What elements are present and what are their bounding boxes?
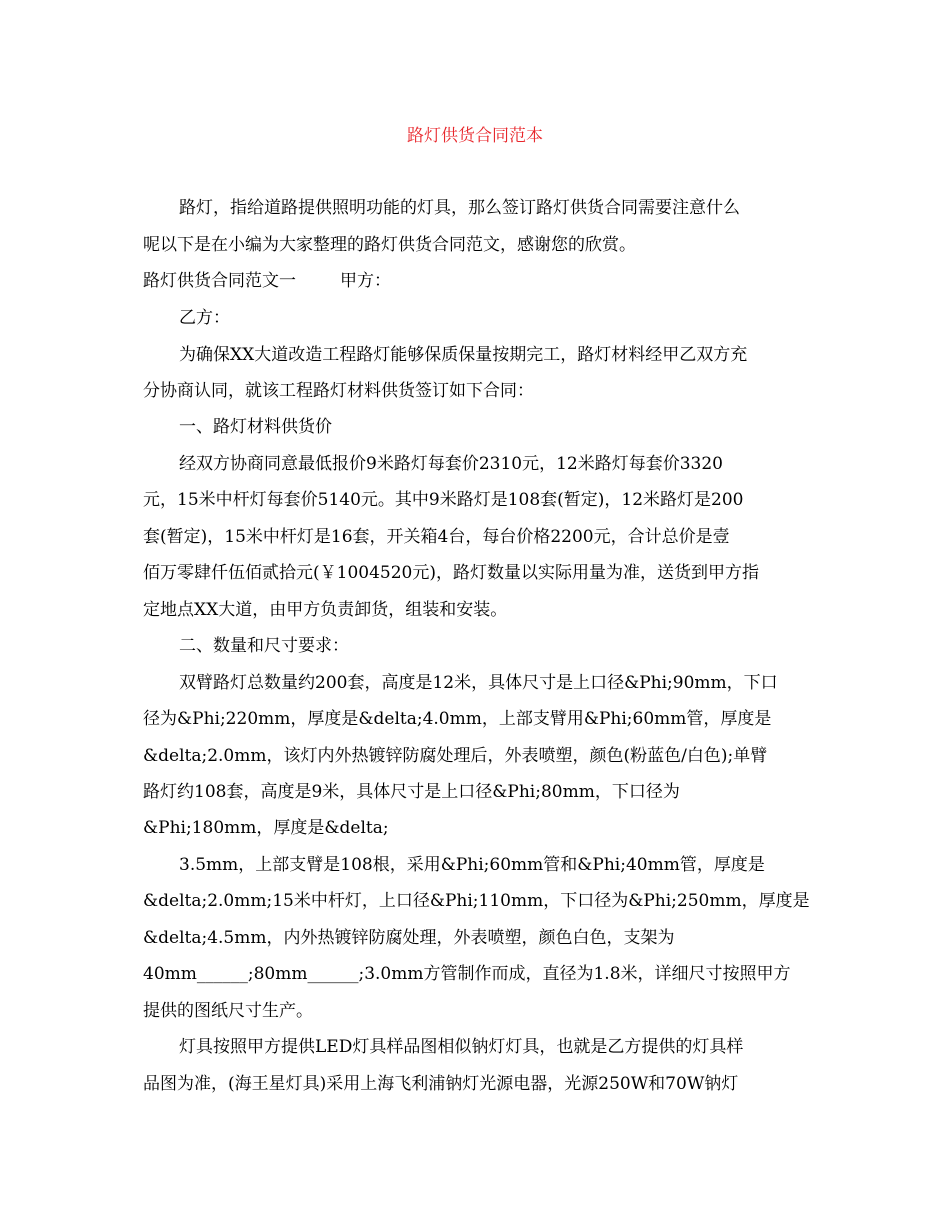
party-b-label: 乙方：: [179, 308, 230, 328]
paragraph-line: 定地点XX大道，由甲方负责卸货，组装和安装。: [143, 600, 508, 620]
section-heading: 一、路灯材料供货价: [179, 417, 332, 437]
paragraph-line: 提供的图纸尺寸生产。: [143, 1001, 313, 1021]
paragraph-line: 路灯约108套，高度是9米，具体尺寸是上口径&Phi;80mm，下口径为: [143, 782, 680, 802]
paragraph-line: 呢以下是在小编为大家整理的路灯供货合同范文，感谢您的欣赏。: [143, 235, 636, 255]
paragraph-line: 经双方协商同意最低报价9米路灯每套价2310元，12米路灯每套价3320: [179, 454, 723, 474]
paragraph-line: 元，15米中杆灯每套价5140元。其中9米路灯是108套(暂定)，12米路灯是200: [143, 490, 744, 510]
paragraph-line: &delta;2.0mm，该灯内外热镀锌防腐处理后，外表喷塑，颜色(粉蓝色/白色);单臂: [143, 746, 768, 766]
paragraph-line: 3.5mm，上部支臂是108根，采用&Phi;60mm管和&Phi;40mm管，厚度是: [179, 855, 765, 875]
contract-heading-line: [143, 269, 391, 293]
paragraph-line: 路灯，指给道路提供照明功能的灯具，那么签订路灯供货合同需要注意什么: [179, 198, 740, 218]
section-heading: 二、数量和尺寸要求：: [179, 636, 349, 656]
paragraph-line: 双臂路灯总数量约200套，高度是12米，具体尺寸是上口径&Phi;90mm，下口: [179, 673, 778, 693]
paragraph-line: 灯具按照甲方提供LED灯具样品图相似钠灯灯具，也就是乙方提供的灯具样: [179, 1037, 744, 1057]
paragraph-line: 佰万零肆仟伍佰贰拾元(￥1004520元)，路灯数量以实际用量为准，送货到甲方指: [143, 563, 759, 583]
paragraph-line: &Phi;180mm，厚度是&delta;: [143, 818, 389, 838]
paragraph-line: &delta;4.5mm，内外热镀锌防腐处理，外表喷塑，颜色白色，支架为: [143, 928, 675, 948]
paragraph-line: &delta;2.0mm;15米中杆灯，上口径&Phi;110mm，下口径为&Phi;250mm，厚度是: [143, 891, 810, 911]
paragraph-line: 品图为准，(海王星灯具)采用上海飞利浦钠灯光源电器，光源250W和70W钠灯: [143, 1074, 739, 1094]
paragraph-line: 为确保XX大道改造工程路灯能够保质保量按期完工，路灯材料经甲乙双方充: [179, 345, 748, 365]
party-a-label: 甲方：: [340, 271, 391, 291]
paragraph-line: 40mm______;80mm______;3.0mm方管制作而成，直径为1.8米，详细尺寸按照甲方: [143, 964, 791, 984]
paragraph-line: 分协商认同，就该工程路灯材料供货签订如下合同：: [143, 381, 534, 401]
document-title: 路灯供货合同范本: [407, 126, 543, 146]
paragraph-line: 套(暂定)，15米中杆灯是16套，开关箱4台，每台价格2200元，合计总价是壹: [143, 527, 730, 547]
contract-heading: 路灯供货合同范文一: [143, 271, 296, 291]
paragraph-line: 径为&Phi;220mm，厚度是&delta;4.0mm，上部支臂用&Phi;60mm管，厚度是: [143, 709, 772, 729]
